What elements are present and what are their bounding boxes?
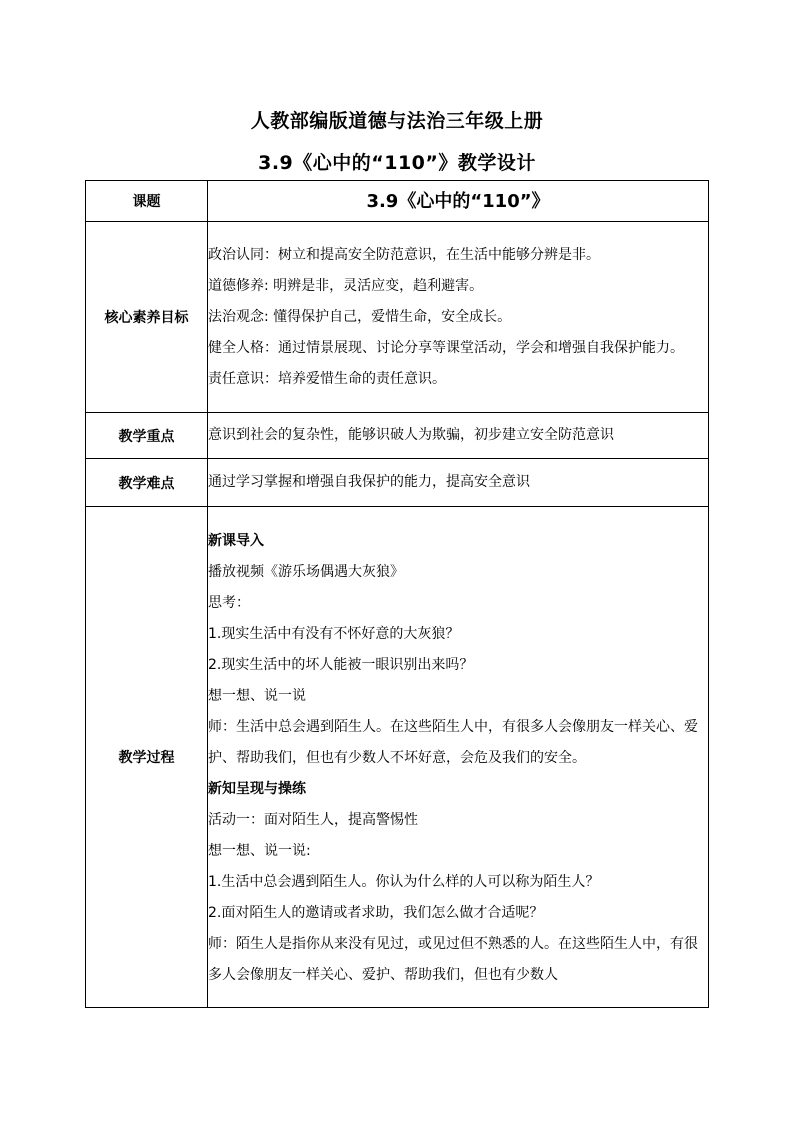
- document-title: 人教部编版道德与法治三年级上册: [250, 110, 544, 132]
- table-row-difficulties: [86, 459, 709, 507]
- key-points-value: 意识到社会的复杂性，能够识破人为欺骗，初步建立安全防范意识: [208, 413, 709, 459]
- process-line: 1.现实生活中有没有不怀好意的大灰狼？: [208, 626, 460, 642]
- process-line: 思考：: [208, 595, 250, 611]
- goal-item: 道德修养: 明辨是非，灵活应变，趋利避害。: [208, 277, 484, 294]
- lesson-plan-table: [85, 180, 709, 1008]
- process-content: [208, 507, 709, 1008]
- process-line: 播放视频《游乐场偶遇大灰狼》: [208, 564, 404, 580]
- goal-item: 健全人格：通过情景展现、讨论分享等课堂活动，学会和增强自我保护能力。: [208, 339, 684, 356]
- process-line: 想一想、说一说: [208, 688, 306, 704]
- table-row-key-points: [86, 413, 709, 459]
- goal-item: 政治认同：树立和提高安全防范意识，在生活中能够分辨是非。: [208, 246, 600, 263]
- process-line: 想一想、说一说:: [208, 843, 311, 859]
- table-row-goals: [86, 222, 709, 413]
- process-line: 1.生活中总会遇到陌生人。你认为什么样的人可以称为陌生人？: [208, 874, 600, 890]
- process-label: 教学过程: [86, 507, 208, 1008]
- section-heading: 新课导入: [208, 533, 264, 549]
- section-heading: 新知呈现与操练: [208, 781, 306, 797]
- difficulties-label: 教学难点: [86, 459, 208, 507]
- topic-value: 3.9《心中的“110”》: [208, 181, 709, 222]
- process-line: 2.现实生活中的坏人能被一眼识别出来吗？: [208, 657, 474, 673]
- difficulties-value: 通过学习掌握和增强自我保护的能力，提高安全意识: [208, 459, 709, 507]
- goals-label: 核心素养目标: [86, 222, 208, 413]
- document-subtitle: 3.9《心中的“110”》教学设计: [258, 152, 536, 174]
- topic-label: 课题: [86, 181, 208, 222]
- process-line: 活动一：面对陌生人，提高警惕性: [208, 812, 418, 828]
- table-row-process: [86, 507, 709, 1008]
- goals-content: [208, 222, 709, 413]
- key-points-label: 教学重点: [86, 413, 208, 459]
- process-paragraph: 师：陌生人是指你从来没有见过，或见过但不熟悉的人。在这些陌生人中，有很多人会像朋友一样关心、爱护、帮助我们，但也有少数人: [208, 936, 698, 983]
- process-line: 2.面对陌生人的邀请或者求助，我们怎么做才合适呢？: [208, 905, 544, 921]
- table-row-topic: [86, 181, 709, 222]
- process-paragraph: 师：生活中总会遇到陌生人。在这些陌生人中，有很多人会像朋友一样关心、爱护、帮助我们，但也有少数人不坏好意，会危及我们的安全。: [208, 719, 698, 766]
- goal-item: 责任意识：培养爱惜生命的责任意识。: [208, 370, 446, 387]
- goal-item: 法治观念: 懂得保护自己，爱惜生命，安全成长。: [208, 308, 512, 325]
